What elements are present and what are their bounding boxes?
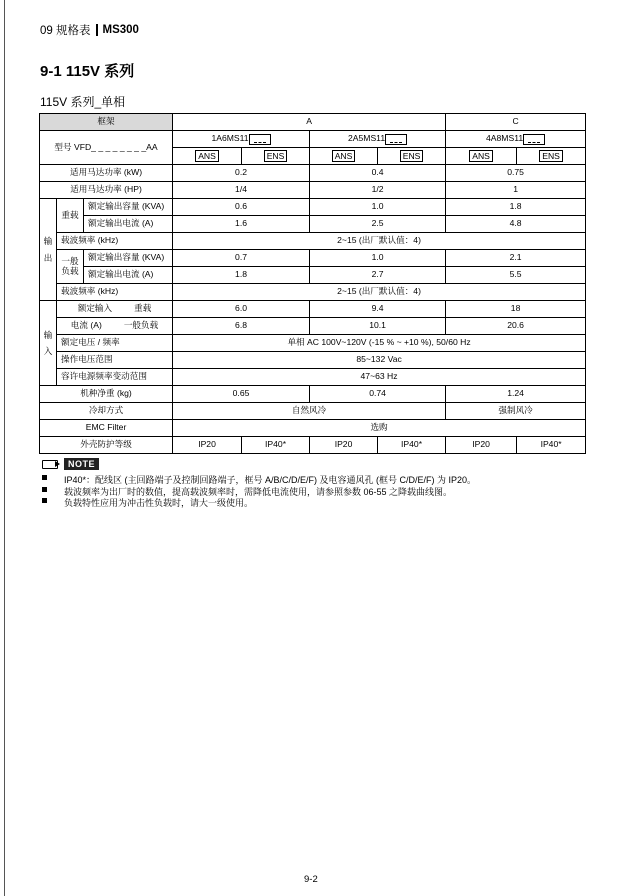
rated-voltage-row — [40, 335, 586, 352]
section-title: 9-1 115V 系列 — [40, 63, 135, 80]
variant-ans: ANS — [332, 150, 356, 162]
note-text: 载波频率为出厂时的数值，提高载波频率时，需降低电流使用，请参照参数 06-55 之降载曲线图。 — [64, 486, 453, 497]
nd-carrier-row — [40, 284, 586, 301]
value-cell: 1.8 — [173, 267, 310, 284]
freq-range-value: 47~63 Hz — [173, 369, 586, 386]
value-cell: 2.7 — [310, 267, 446, 284]
carrier-value: 2~15 (出厂默认值：4) — [173, 233, 586, 250]
value-cell: 2.5 — [310, 216, 446, 233]
model-code: 4A8MS11 — [486, 133, 524, 144]
value-cell: 18 — [446, 301, 586, 318]
variant-cell — [242, 148, 310, 165]
frame-label: 框架 — [40, 114, 173, 131]
value-cell: 20.6 — [446, 318, 586, 335]
value-cell: 5.5 — [446, 267, 586, 284]
input-label-char: 入 — [43, 346, 53, 356]
ip-row — [40, 437, 586, 454]
value-cell: 1.8 — [446, 199, 586, 216]
frame-c: C — [446, 114, 586, 131]
input-group-label — [40, 301, 57, 386]
value-cell: 6.8 — [173, 318, 310, 335]
page-header — [40, 22, 139, 38]
operating-voltage-value: 85~132 Vac — [173, 352, 586, 369]
variant-ens: ENS — [264, 150, 288, 162]
cooling-row — [40, 403, 586, 420]
freq-range-label: 容许电源频率变动范围 — [57, 369, 173, 386]
model-code: 2A5MS11 — [348, 133, 386, 144]
note-label: NOTE — [64, 458, 99, 470]
frame-a: A — [173, 114, 446, 131]
ip-value: IP20 — [173, 437, 242, 454]
ip-value: IP20 — [446, 437, 517, 454]
ip-value: IP20 — [310, 437, 378, 454]
value-cell: 1.6 — [173, 216, 310, 233]
current-a-text: 电流 (A) — [70, 320, 102, 331]
model-row — [40, 131, 586, 148]
input-heavy-label: 重载 — [134, 303, 152, 314]
motor-hp-row — [40, 182, 586, 199]
note-item — [40, 485, 476, 497]
value-cell: 1.0 — [310, 250, 446, 267]
cooling-label: 冷却方式 — [40, 403, 173, 420]
carrier-label: 载波频率 (kHz) — [57, 284, 173, 301]
value-cell: 4.8 — [446, 216, 586, 233]
value-cell: 6.0 — [173, 301, 310, 318]
square-bullet-icon — [42, 498, 47, 503]
model-cell — [446, 131, 586, 148]
rated-current-label: 额定输出电流 (A) — [84, 267, 173, 284]
ip-value: IP40* — [517, 437, 586, 454]
operating-voltage-row — [40, 352, 586, 369]
input-normal-row — [40, 318, 586, 335]
model-cell — [310, 131, 446, 148]
emc-value: 选购 — [173, 420, 586, 437]
weight-label: 机种净重 (kg) — [40, 386, 173, 403]
value-cell: 9.4 — [310, 301, 446, 318]
page-edge-line — [4, 0, 5, 896]
value-cell: 0.75 — [446, 165, 586, 182]
weight-row — [40, 386, 586, 403]
input-normal-label: 一般负载 — [123, 320, 159, 331]
value-cell: 0.74 — [310, 386, 446, 403]
input-current-label — [57, 318, 173, 335]
output-label-char: 出 — [43, 252, 53, 263]
value-cell: 0.4 — [310, 165, 446, 182]
hd-current-row — [40, 216, 586, 233]
variant-cell — [173, 148, 242, 165]
rated-capacity-label: 额定输出容量 (KVA) — [84, 250, 173, 267]
nd-capacity-row — [40, 250, 586, 267]
rated-input-text: 额定输入 — [77, 303, 113, 314]
variant-ans: ANS — [195, 150, 219, 162]
carrier-value: 2~15 (出厂默认值：4) — [173, 284, 586, 301]
rated-current-label: 额定输出电流 (A) — [84, 216, 173, 233]
hd-capacity-row — [40, 199, 586, 216]
note-item — [40, 473, 476, 485]
square-bullet-icon — [42, 475, 47, 480]
value-cell: 1 — [446, 182, 586, 199]
emc-label: EMC Filter — [40, 420, 173, 437]
normal-duty-line: 负载 — [61, 265, 79, 276]
spec-table — [39, 113, 586, 454]
ip-value: IP40* — [378, 437, 446, 454]
model-suffix-box — [385, 134, 407, 145]
note-text: 负载特性应用为冲击性负载时，请大一级使用。 — [64, 498, 254, 508]
variant-cell — [310, 148, 378, 165]
variant-ans: ANS — [469, 150, 493, 162]
nd-current-row — [40, 267, 586, 284]
input-label-char: 输 — [43, 329, 53, 340]
value-cell: 0.2 — [173, 165, 310, 182]
operating-voltage-label: 操作电压范围 — [57, 352, 173, 369]
note-text: IP40*：配线区 (主回路端子及控制回路端子，框号 A/B/C/D/E/F) 及电容通风孔 (框号 C/D/E/F) 为 IP20。 — [64, 475, 477, 485]
value-cell: 1.0 — [310, 199, 446, 216]
rated-capacity-label: 额定输出容量 (KVA) — [84, 199, 173, 216]
model-code: 1A6MS11 — [211, 133, 249, 144]
variant-ens: ENS — [400, 150, 424, 162]
carrier-label: 载波频率 (kHz) — [57, 233, 173, 250]
value-cell: 0.7 — [173, 250, 310, 267]
variant-cell — [517, 148, 586, 165]
cooling-value-ab: 自然风冷 — [173, 403, 446, 420]
output-label-char: 输 — [43, 236, 53, 247]
freq-range-row — [40, 369, 586, 386]
normal-duty-line: 一般 — [61, 256, 79, 267]
variant-ens: ENS — [539, 150, 563, 162]
rated-voltage-label: 额定电压 / 频率 — [57, 335, 173, 352]
input-heavy-row — [40, 301, 586, 318]
model-label: 型号 VFD_ _ _ _ _ _ _ _AA — [40, 131, 173, 165]
value-cell: 0.65 — [173, 386, 310, 403]
note-header — [40, 457, 99, 470]
heavy-duty-label: 重载 — [57, 199, 84, 233]
model-suffix-box — [523, 134, 545, 145]
cooling-value-c: 强制风冷 — [446, 403, 586, 420]
model-series-label: MS300 — [102, 24, 139, 36]
rated-voltage-value: 单相 AC 100V~120V (-15 % ~ +10 %), 50/60 Hz — [173, 335, 586, 352]
note-item — [40, 496, 476, 508]
value-cell: 0.6 — [173, 199, 310, 216]
pencil-note-icon — [40, 457, 60, 470]
hd-carrier-row — [40, 233, 586, 250]
model-suffix-box — [249, 134, 271, 145]
motor-kw-label: 适用马达功率 (kW) — [40, 165, 173, 182]
ip-label: 外壳防护等级 — [40, 437, 173, 454]
value-cell: 1.24 — [446, 386, 586, 403]
chapter-label: 09 规格表 — [40, 25, 91, 37]
page-number: 9-2 — [304, 874, 318, 885]
header-divider — [96, 24, 98, 36]
value-cell: 1/4 — [173, 182, 310, 199]
frame-row — [40, 114, 586, 131]
model-cell — [173, 131, 310, 148]
output-group-label — [40, 199, 57, 301]
variant-cell — [378, 148, 446, 165]
square-bullet-icon — [42, 487, 47, 492]
value-cell: 2.1 — [446, 250, 586, 267]
motor-kw-row — [40, 165, 586, 182]
emc-row — [40, 420, 586, 437]
table-subtitle: 115V 系列_单相 — [40, 95, 126, 109]
notes-list — [40, 473, 476, 508]
ip-value: IP40* — [242, 437, 310, 454]
value-cell: 1/2 — [310, 182, 446, 199]
normal-duty-label — [57, 250, 84, 284]
rated-input-label — [57, 301, 173, 318]
variant-cell — [446, 148, 517, 165]
motor-hp-label: 适用马达功率 (HP) — [40, 182, 173, 199]
value-cell: 10.1 — [310, 318, 446, 335]
